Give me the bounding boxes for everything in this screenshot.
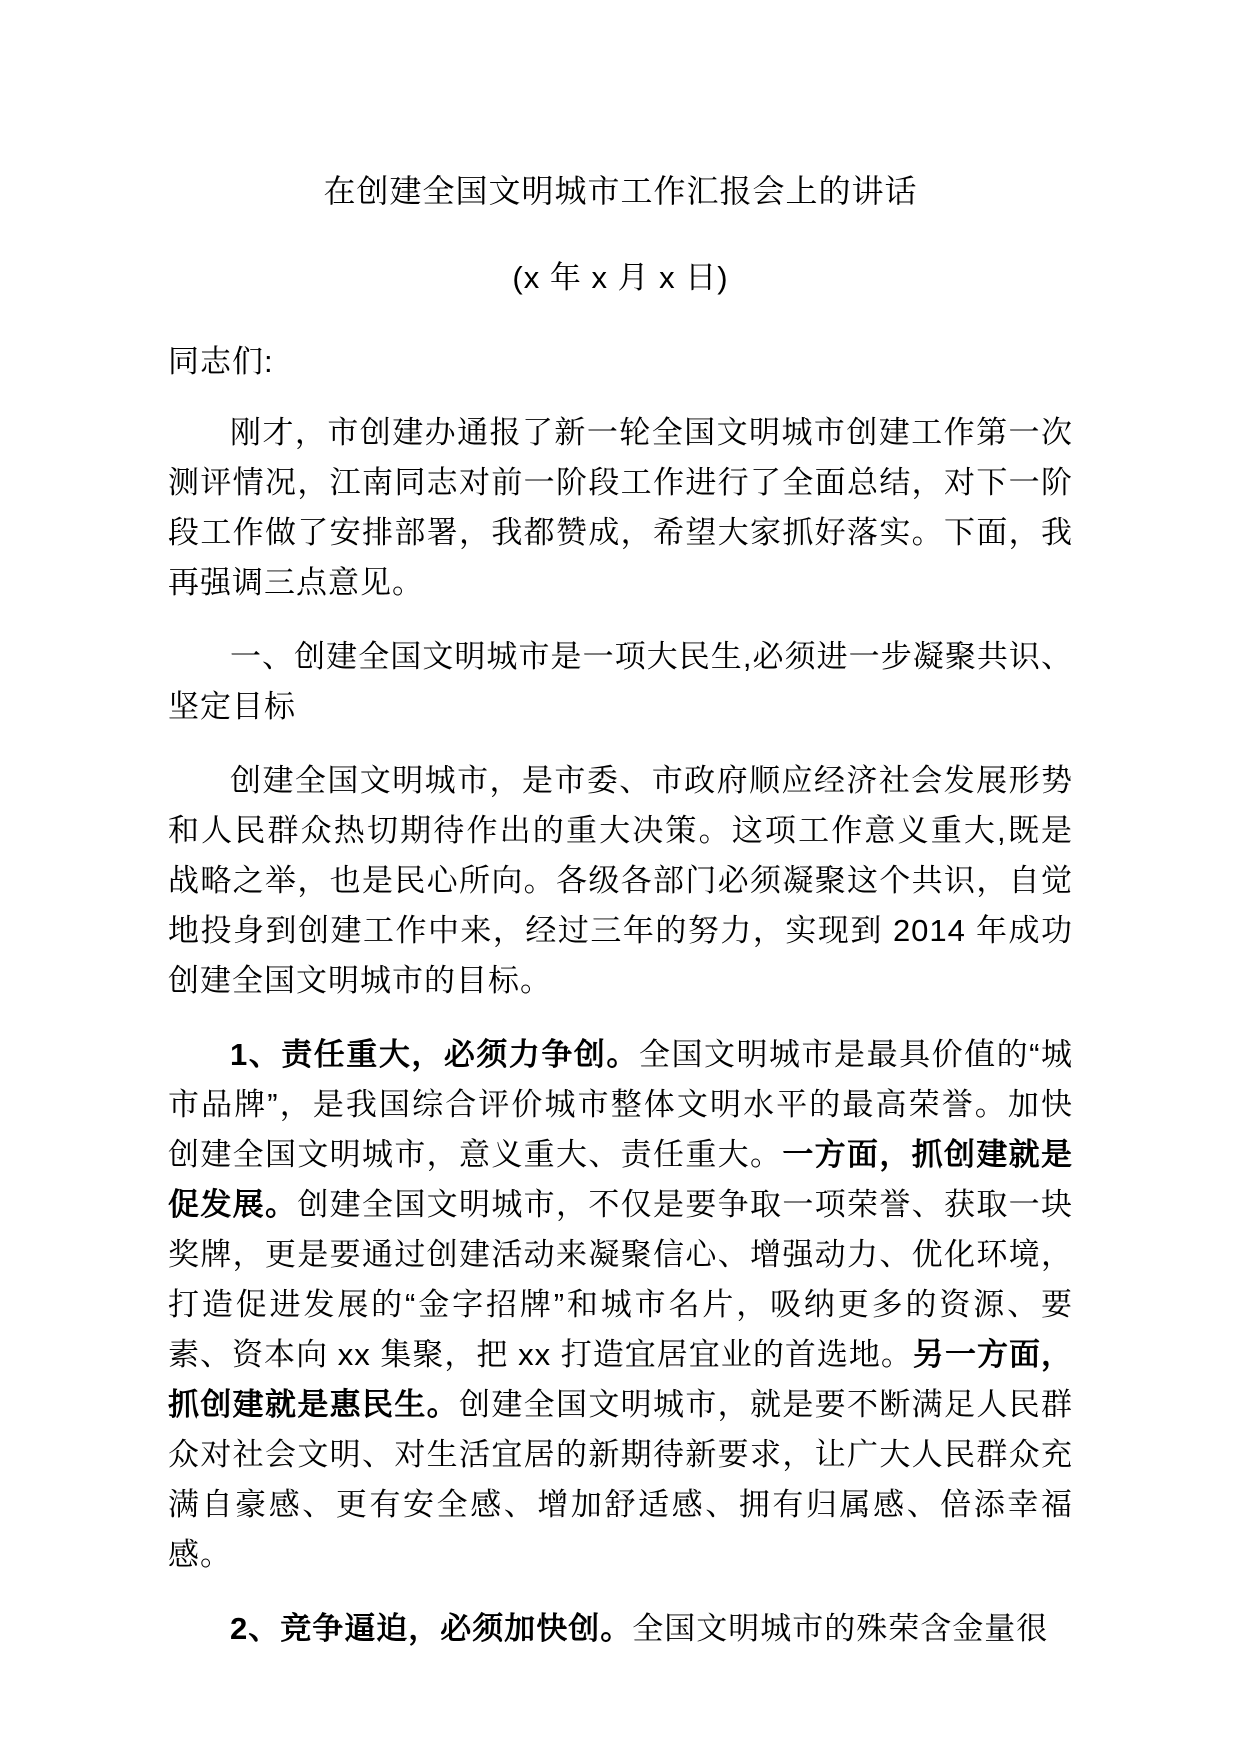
section-heading — [168, 632, 1073, 732]
text-run: 创建全国文明城市，就是要不断满足人民群众对社会文明、对生活宜居的新期待新要求，让广大人民群众充满自豪感、更有安全感、增加舒适感、拥有归属感、倍添幸福感。 — [168, 1387, 1073, 1572]
paragraph — [168, 1030, 1073, 1580]
bold-run: 2、竞争逼迫，必须加快创。 — [230, 1611, 633, 1646]
bold-run: 1、责任重大，必须力争创。 — [230, 1037, 639, 1072]
text-run: 创建全国文明城市，是市委、市政府顺应经济社会发展形势和人民群众热切期待作出的重大决策。这项工作意义重大,既是战略之举，也是民心所向。各级各部门必须凝聚这个共识，自觉地投身到创建工作中来，经过三年的努力，实现到 2014 年成功创建全国文明城市的目标。 — [168, 763, 1073, 998]
salutation: 同志们: — [168, 344, 274, 379]
date-line: (x 年 x 月 x 日) — [512, 260, 729, 295]
paragraph — [168, 408, 1073, 608]
paragraph — [168, 1604, 1073, 1654]
document-title: 在创建全国文明城市工作汇报会上的讲话 — [323, 173, 918, 209]
text-run: 全国文明城市的殊荣含金量很 — [632, 1611, 1049, 1646]
text-run: 刚才，市创建办通报了新一轮全国文明城市创建工作第一次测评情况，江南同志对前一阶段工作进行了全面总结，对下一阶段工作做了安排部署，我都赞成，希望大家抓好落实。下面，我再强调三点意见。 — [168, 415, 1073, 600]
text-run: 全国文明城市是最具价值的“城市品牌”，是我国综合评价城市整体文明水平的最高荣誉。加快创建全国文明城市，意义重大、责任重大。 — [168, 1037, 1073, 1172]
paragraph — [168, 756, 1073, 1006]
document-body — [168, 408, 1073, 1654]
bold-run: 一方面，抓创建就是促发展。 — [168, 1137, 1074, 1222]
text-run: 一、创建全国文明城市是一项大民生,必须进一步凝聚共识、坚定目标 — [168, 639, 1073, 724]
bold-run: 另一方面，抓创建就是惠民生。 — [168, 1337, 1073, 1422]
text-run: 创建全国文明城市，不仅是要争取一项荣誉、获取一块奖牌，更是要通过创建活动来凝聚信心、增强动力、优化环境，打造促进发展的“金字招牌”和城市名片，吸纳更多的资源、要素、资本向 xx 集聚，把 xx 打造宜居宜业的首选地。 — [168, 1187, 1074, 1372]
